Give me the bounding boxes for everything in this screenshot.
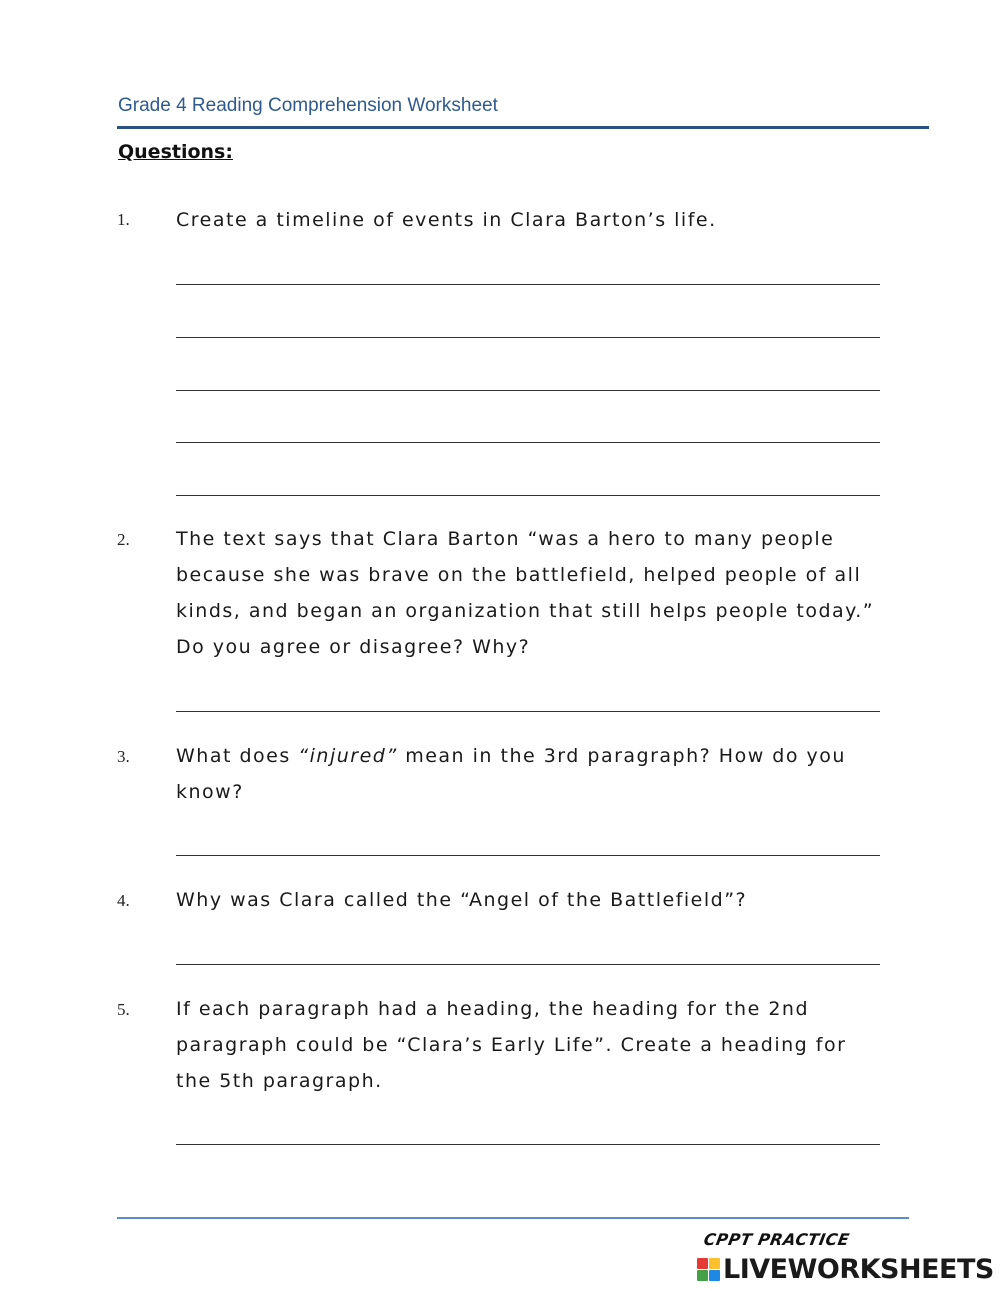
logo-text: LIVEWORKSHEETS [723, 1254, 994, 1285]
logo-block-blue [709, 1270, 720, 1281]
question-5-text: If each paragraph had a heading, the heading for the 2nd paragraph could be “Clara’s Early Life”. Create a heading for the 5th paragraph. [176, 998, 847, 1092]
question-3-text-before: What does [176, 745, 299, 767]
question-5-number: 5. [117, 1000, 130, 1019]
answer-line-1c[interactable] [176, 390, 880, 391]
questions-heading: Questions: [118, 141, 233, 163]
answer-line-4[interactable] [176, 964, 880, 965]
answer-line-1b[interactable] [176, 337, 880, 338]
logo-block-green [697, 1270, 708, 1281]
liveworksheets-logo [697, 1254, 994, 1285]
question-4-text: Why was Clara called the “Angel of the Battlefield”? [176, 889, 748, 911]
question-4-number: 4. [117, 891, 130, 910]
logo-block-yellow [709, 1258, 720, 1269]
logo-block-red [697, 1258, 708, 1269]
question-2-text: The text says that Clara Barton “was a hero to many people because she was brave on the battlefield, helped people of all kinds, and began an organization that still helps people today.” Do you agree or disagree? Why? [176, 528, 875, 658]
footer-divider [117, 1217, 909, 1219]
question-1-number: 1. [117, 210, 130, 229]
answer-line-2[interactable] [176, 711, 880, 712]
answer-line-1e[interactable] [176, 495, 880, 496]
logo-blocks-icon [697, 1258, 720, 1281]
worksheet-title: Grade 4 Reading Comprehension Worksheet [118, 95, 498, 116]
answer-line-5[interactable] [176, 1144, 880, 1145]
header-divider [117, 126, 929, 129]
handwritten-watermark: CPPT PRACTICE [702, 1230, 852, 1249]
answer-line-1a[interactable] [176, 284, 880, 285]
answer-line-1d[interactable] [176, 442, 880, 443]
question-1-text: Create a timeline of events in Clara Barton’s life. [176, 209, 717, 231]
question-3-italic-term: “injured” [298, 745, 398, 767]
question-3-text [176, 738, 881, 810]
question-3-text-after: mean in the 3rd paragraph? How do you know? [176, 745, 846, 803]
answer-line-3[interactable] [176, 855, 880, 856]
question-2-number: 2. [117, 530, 130, 549]
question-3-number: 3. [117, 747, 130, 766]
